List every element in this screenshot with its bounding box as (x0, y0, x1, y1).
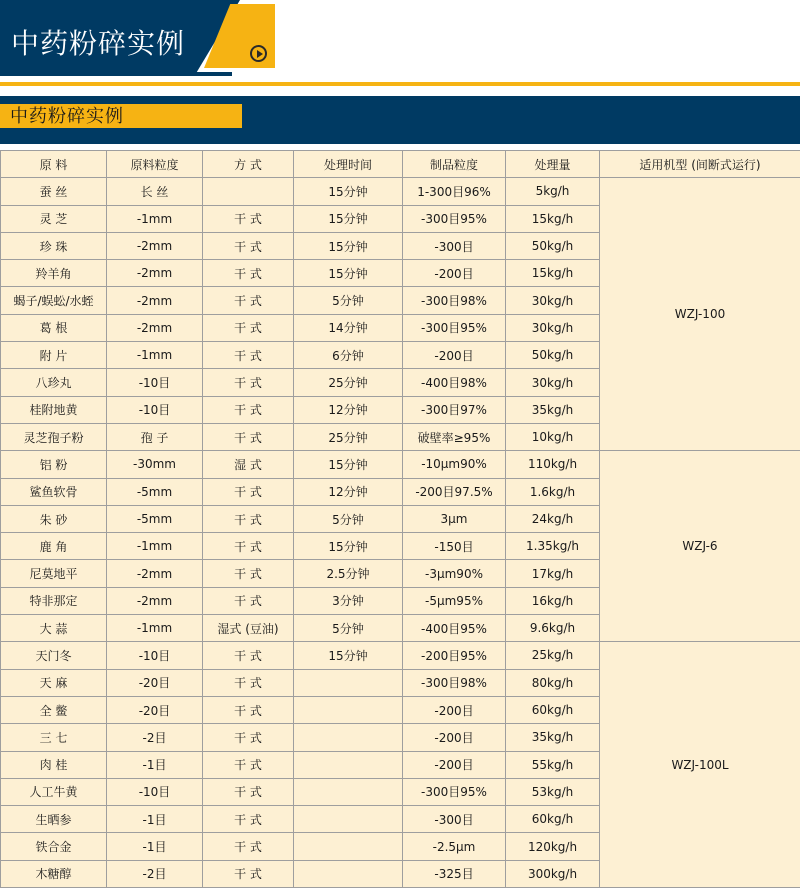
cell-raw-size: -10目 (107, 396, 203, 423)
cell-method: 干 式 (203, 806, 294, 833)
cell-method: 干 式 (203, 260, 294, 287)
cell-throughput: 120kg/h (506, 833, 600, 860)
cell-method: 干 式 (203, 696, 294, 723)
cell-product-size: -300目 (403, 232, 506, 259)
cell-raw-size: -2mm (107, 232, 203, 259)
cell-material: 珍 珠 (1, 232, 107, 259)
cell-process-time: 15分钟 (294, 178, 403, 205)
cell-product-size: -300目98% (403, 669, 506, 696)
cell-method: 湿 式 (203, 451, 294, 478)
cell-material: 天门冬 (1, 642, 107, 669)
cell-process-time: 15分钟 (294, 260, 403, 287)
cell-product-size: -300目95% (403, 205, 506, 232)
cell-material: 生晒参 (1, 806, 107, 833)
cell-material: 葛 根 (1, 314, 107, 341)
cell-process-time (294, 806, 403, 833)
cell-process-time: 2.5分钟 (294, 560, 403, 587)
header-model: 适用机型 (间断式运行) (600, 151, 800, 178)
cell-method: 湿式 (豆油) (203, 615, 294, 642)
cell-method: 干 式 (203, 587, 294, 614)
section-bar (0, 96, 800, 144)
cell-material: 肉 桂 (1, 751, 107, 778)
cell-throughput: 300kg/h (506, 860, 600, 887)
cell-method: 干 式 (203, 778, 294, 805)
table-row (1, 178, 800, 205)
cell-throughput: 110kg/h (506, 451, 600, 478)
cell-raw-size: -1mm (107, 205, 203, 232)
cell-product-size: -300目95% (403, 778, 506, 805)
cell-material: 三 七 (1, 724, 107, 751)
cell-process-time: 25分钟 (294, 369, 403, 396)
cell-throughput: 50kg/h (506, 342, 600, 369)
cell-process-time: 15分钟 (294, 451, 403, 478)
cell-material: 朱 砂 (1, 505, 107, 532)
cell-throughput: 1.35kg/h (506, 533, 600, 560)
cell-product-size: -200目97.5% (403, 478, 506, 505)
cell-raw-size: -10目 (107, 778, 203, 805)
banner-navy-line (0, 72, 232, 76)
cell-raw-size: -1mm (107, 533, 203, 560)
cell-raw-size: -30mm (107, 451, 203, 478)
cell-process-time (294, 860, 403, 887)
cell-raw-size: -2mm (107, 560, 203, 587)
cell-process-time (294, 751, 403, 778)
cell-model: WZJ-100L (600, 642, 800, 888)
cell-process-time: 12分钟 (294, 478, 403, 505)
cell-process-time: 15分钟 (294, 533, 403, 560)
cell-product-size: -200目 (403, 260, 506, 287)
cell-method: 干 式 (203, 342, 294, 369)
cell-product-size: -200目 (403, 724, 506, 751)
header-product-size: 制品粒度 (403, 151, 506, 178)
cell-raw-size: -1mm (107, 342, 203, 369)
cell-throughput: 15kg/h (506, 260, 600, 287)
table-header-row (1, 151, 800, 178)
cell-product-size: -200目 (403, 342, 506, 369)
cell-process-time (294, 696, 403, 723)
cell-raw-size: -1mm (107, 615, 203, 642)
cell-process-time (294, 669, 403, 696)
cell-product-size: 3μm (403, 505, 506, 532)
cell-material: 木糖醇 (1, 860, 107, 887)
cell-method: 干 式 (203, 860, 294, 887)
cell-throughput: 16kg/h (506, 587, 600, 614)
cell-raw-size: -10目 (107, 369, 203, 396)
cell-method: 干 式 (203, 533, 294, 560)
cell-method: 干 式 (203, 669, 294, 696)
cell-method: 干 式 (203, 478, 294, 505)
cell-raw-size: -5mm (107, 505, 203, 532)
cell-raw-size: 长 丝 (107, 178, 203, 205)
cell-product-size: -325目 (403, 860, 506, 887)
cell-material: 天 麻 (1, 669, 107, 696)
banner-gold-line (0, 82, 800, 86)
cell-throughput: 50kg/h (506, 232, 600, 259)
header-raw-size: 原料粒度 (107, 151, 203, 178)
arrow-right-icon[interactable] (250, 45, 267, 62)
table-body (1, 178, 800, 888)
cell-method (203, 178, 294, 205)
cell-model: WZJ-6 (600, 451, 800, 642)
cell-method: 干 式 (203, 314, 294, 341)
cell-material: 铁合金 (1, 833, 107, 860)
cell-material: 灵芝孢子粉 (1, 423, 107, 450)
cell-material: 蝎子/蜈蚣/水蛭 (1, 287, 107, 314)
header-throughput: 处理量 (506, 151, 600, 178)
cell-raw-size: -2目 (107, 724, 203, 751)
cell-raw-size: -1目 (107, 806, 203, 833)
header-method: 方 式 (203, 151, 294, 178)
cell-throughput: 60kg/h (506, 696, 600, 723)
cell-material: 人工牛黄 (1, 778, 107, 805)
cell-material: 八珍丸 (1, 369, 107, 396)
cell-product-size: -200目95% (403, 642, 506, 669)
cell-method: 干 式 (203, 560, 294, 587)
crushing-examples-table (0, 150, 800, 888)
cell-product-size: -400目95% (403, 615, 506, 642)
cell-process-time: 15分钟 (294, 642, 403, 669)
cell-process-time: 15分钟 (294, 232, 403, 259)
cell-product-size: -200目 (403, 696, 506, 723)
cell-raw-size: -2目 (107, 860, 203, 887)
cell-material: 铝 粉 (1, 451, 107, 478)
cell-process-time: 3分钟 (294, 587, 403, 614)
section-title: 中药粉碎实例 (10, 106, 124, 127)
cell-throughput: 30kg/h (506, 287, 600, 314)
cell-material: 尼莫地平 (1, 560, 107, 587)
header-material: 原 料 (1, 151, 107, 178)
cell-product-size: -5μm95% (403, 587, 506, 614)
cell-process-time (294, 724, 403, 751)
cell-process-time (294, 833, 403, 860)
cell-throughput: 25kg/h (506, 642, 600, 669)
cell-product-size: -150目 (403, 533, 506, 560)
cell-method: 干 式 (203, 287, 294, 314)
header-process-time: 处理时间 (294, 151, 403, 178)
cell-throughput: 55kg/h (506, 751, 600, 778)
cell-throughput: 5kg/h (506, 178, 600, 205)
cell-throughput: 9.6kg/h (506, 615, 600, 642)
cell-throughput: 24kg/h (506, 505, 600, 532)
cell-method: 干 式 (203, 232, 294, 259)
cell-process-time: 5分钟 (294, 615, 403, 642)
cell-throughput: 35kg/h (506, 396, 600, 423)
cell-throughput: 80kg/h (506, 669, 600, 696)
cell-product-size: -10μm90% (403, 451, 506, 478)
cell-method: 干 式 (203, 205, 294, 232)
cell-throughput: 1.6kg/h (506, 478, 600, 505)
cell-process-time: 5分钟 (294, 505, 403, 532)
cell-product-size: -200目 (403, 751, 506, 778)
section-tab (0, 104, 242, 128)
cell-process-time: 25分钟 (294, 423, 403, 450)
cell-method: 干 式 (203, 833, 294, 860)
cell-method: 干 式 (203, 642, 294, 669)
cell-throughput: 53kg/h (506, 778, 600, 805)
cell-throughput: 35kg/h (506, 724, 600, 751)
header-banner (0, 0, 800, 88)
cell-raw-size: -2mm (107, 260, 203, 287)
cell-raw-size: -2mm (107, 287, 203, 314)
cell-product-size: -3μm90% (403, 560, 506, 587)
cell-throughput: 30kg/h (506, 314, 600, 341)
table-row (1, 451, 800, 478)
cell-raw-size: -10目 (107, 642, 203, 669)
cell-raw-size: -1目 (107, 833, 203, 860)
cell-throughput: 60kg/h (506, 806, 600, 833)
cell-process-time: 15分钟 (294, 205, 403, 232)
cell-method: 干 式 (203, 369, 294, 396)
cell-product-size: -300目95% (403, 314, 506, 341)
cell-raw-size: -20目 (107, 696, 203, 723)
cell-method: 干 式 (203, 505, 294, 532)
cell-material: 桂附地黄 (1, 396, 107, 423)
cell-material: 蚕 丝 (1, 178, 107, 205)
cell-method: 干 式 (203, 396, 294, 423)
cell-material: 鹿 角 (1, 533, 107, 560)
cell-material: 特非那定 (1, 587, 107, 614)
cell-throughput: 17kg/h (506, 560, 600, 587)
cell-model: WZJ-100 (600, 178, 800, 451)
cell-material: 鲨鱼软骨 (1, 478, 107, 505)
cell-raw-size: -1目 (107, 751, 203, 778)
cell-method: 干 式 (203, 724, 294, 751)
cell-process-time (294, 778, 403, 805)
cell-process-time: 12分钟 (294, 396, 403, 423)
cell-material: 附 片 (1, 342, 107, 369)
cell-raw-size: -20目 (107, 669, 203, 696)
cell-product-size: -300目 (403, 806, 506, 833)
cell-material: 灵 芝 (1, 205, 107, 232)
cell-process-time: 6分钟 (294, 342, 403, 369)
cell-product-size: 1-300目96% (403, 178, 506, 205)
cell-process-time: 14分钟 (294, 314, 403, 341)
cell-material: 大 蒜 (1, 615, 107, 642)
cell-raw-size: 孢 子 (107, 423, 203, 450)
table-row (1, 642, 800, 669)
cell-method: 干 式 (203, 751, 294, 778)
cell-material: 全 鳖 (1, 696, 107, 723)
cell-product-size: -300目97% (403, 396, 506, 423)
cell-product-size: -400目98% (403, 369, 506, 396)
cell-product-size: 破壁率≥95% (403, 423, 506, 450)
cell-product-size: -300目98% (403, 287, 506, 314)
banner-title: 中药粉碎实例 (11, 27, 186, 60)
cell-throughput: 10kg/h (506, 423, 600, 450)
cell-material: 羚羊角 (1, 260, 107, 287)
cell-throughput: 15kg/h (506, 205, 600, 232)
cell-product-size: -2.5μm (403, 833, 506, 860)
cell-process-time: 5分钟 (294, 287, 403, 314)
cell-raw-size: -5mm (107, 478, 203, 505)
cell-throughput: 30kg/h (506, 369, 600, 396)
cell-raw-size: -2mm (107, 314, 203, 341)
cell-raw-size: -2mm (107, 587, 203, 614)
cell-method: 干 式 (203, 423, 294, 450)
